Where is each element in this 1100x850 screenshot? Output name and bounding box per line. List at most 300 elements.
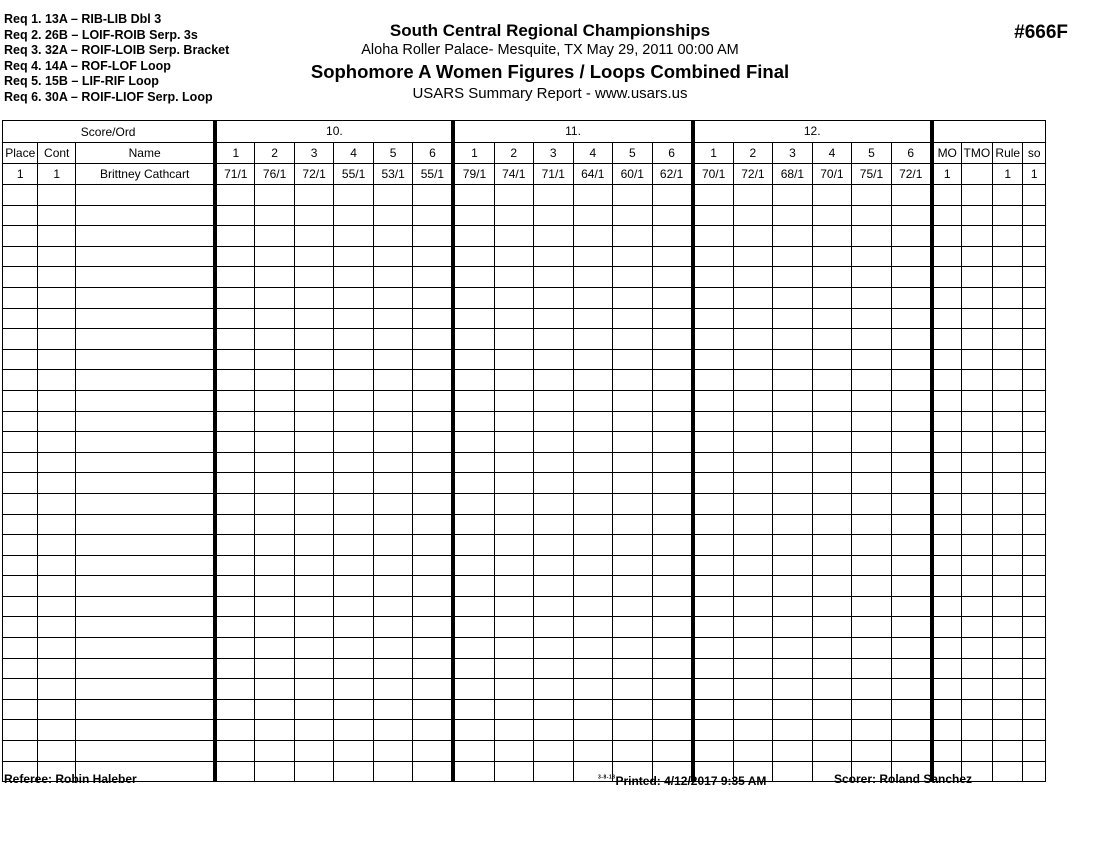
cell-score-10-3 xyxy=(294,555,334,576)
table-row-empty[interactable] xyxy=(3,370,1046,391)
table-row-empty[interactable] xyxy=(3,679,1046,700)
requirement-line: Req 3. 32A – ROIF-LOIB Serp. Bracket xyxy=(4,43,230,57)
cell-rule xyxy=(993,493,1023,514)
cell-score-10-4 xyxy=(334,699,374,720)
cell-score-11-4 xyxy=(573,699,613,720)
cell-score-11-1 xyxy=(453,699,494,720)
cell-skater-name xyxy=(75,555,215,576)
cell-cont xyxy=(38,308,75,329)
cell-rule xyxy=(993,555,1023,576)
cell-score-10-6 xyxy=(413,638,454,659)
cell-score-12-4 xyxy=(812,246,852,267)
cell-score-12-6 xyxy=(891,555,932,576)
header-judge-11-4: 4 xyxy=(573,143,613,164)
cell-score-12-3 xyxy=(773,596,813,617)
cell-score-11-6 xyxy=(652,226,693,247)
cell-score-10-1 xyxy=(215,535,255,556)
table-row-empty[interactable] xyxy=(3,246,1046,267)
cell-score-10-4 xyxy=(334,308,374,329)
cell-score-12-5 xyxy=(852,185,892,206)
cell-score-11-1 xyxy=(453,535,494,556)
cell-score-10-2 xyxy=(255,617,295,638)
cell-so xyxy=(1023,349,1046,370)
cell-place xyxy=(3,473,38,494)
cell-score-11-6 xyxy=(652,720,693,741)
cell-score-10-5 xyxy=(373,699,413,720)
cell-tmo xyxy=(961,679,992,700)
cell-score-10-4 xyxy=(334,720,374,741)
cell-score-12-2 xyxy=(733,555,773,576)
cell-skater-name xyxy=(75,287,215,308)
cell-score-12-3 xyxy=(773,679,813,700)
cell-score-11-2 xyxy=(494,329,534,350)
cell-score-11-5 xyxy=(613,679,653,700)
table-row-empty[interactable] xyxy=(3,452,1046,473)
cell-score-11-1 xyxy=(453,329,494,350)
cell-cont xyxy=(38,638,75,659)
cell-score-12-3 xyxy=(773,287,813,308)
cell-score-12-6 xyxy=(891,226,932,247)
cell-score-10-4 xyxy=(334,493,374,514)
cell-place xyxy=(3,679,38,700)
cell-score-11-3: 71/1 xyxy=(534,164,574,185)
cell-score-12-1 xyxy=(693,741,734,762)
cell-so xyxy=(1023,514,1046,535)
cell-cont xyxy=(38,205,75,226)
cell-score-11-1 xyxy=(453,473,494,494)
cell-score-10-4 xyxy=(334,349,374,370)
cell-score-10-1 xyxy=(215,308,255,329)
cell-score-10-2 xyxy=(255,679,295,700)
cell-score-10-2 xyxy=(255,267,295,288)
header-judge-10-1: 1 xyxy=(215,143,255,164)
cell-score-12-2 xyxy=(733,205,773,226)
cell-place xyxy=(3,493,38,514)
table-row-empty[interactable] xyxy=(3,720,1046,741)
cell-score-10-6 xyxy=(413,514,454,535)
cell-score-10-3 xyxy=(294,576,334,597)
cell-rule xyxy=(993,576,1023,597)
cell-cont xyxy=(38,699,75,720)
cell-score-11-1 xyxy=(453,617,494,638)
cell-score-12-4: 70/1 xyxy=(812,164,852,185)
cell-score-11-4 xyxy=(573,205,613,226)
cell-score-11-4 xyxy=(573,308,613,329)
table-row-empty[interactable] xyxy=(3,493,1046,514)
cell-score-12-1 xyxy=(693,185,734,206)
cell-score-10-6 xyxy=(413,658,454,679)
cell-score-12-5 xyxy=(852,555,892,576)
cell-mo xyxy=(932,452,961,473)
cell-skater-name xyxy=(75,576,215,597)
cell-score-12-2 xyxy=(733,638,773,659)
cell-skater-name xyxy=(75,308,215,329)
cell-score-12-4 xyxy=(812,329,852,350)
cell-score-11-2 xyxy=(494,411,534,432)
cell-score-12-1 xyxy=(693,452,734,473)
cell-score-10-6 xyxy=(413,741,454,762)
table-row-empty[interactable] xyxy=(3,329,1046,350)
cell-score-10-2 xyxy=(255,308,295,329)
cell-score-11-5 xyxy=(613,246,653,267)
cell-score-11-4 xyxy=(573,329,613,350)
cell-score-12-5 xyxy=(852,411,892,432)
cell-score-11-3 xyxy=(534,596,574,617)
cell-score-10-4 xyxy=(334,514,374,535)
cell-score-10-4 xyxy=(334,555,374,576)
cell-score-11-2 xyxy=(494,370,534,391)
cell-score-11-1: 79/1 xyxy=(453,164,494,185)
cell-place xyxy=(3,205,38,226)
table-row-empty[interactable] xyxy=(3,658,1046,679)
cell-mo xyxy=(932,514,961,535)
cell-score-11-1 xyxy=(453,226,494,247)
cell-score-11-4 xyxy=(573,185,613,206)
cell-score-11-5 xyxy=(613,452,653,473)
cell-score-12-4 xyxy=(812,390,852,411)
header-judge-11-6: 6 xyxy=(652,143,693,164)
cell-score-12-3 xyxy=(773,246,813,267)
cell-score-12-2 xyxy=(733,185,773,206)
table-row-empty[interactable] xyxy=(3,514,1046,535)
event-title: Sophomore A Women Figures / Loops Combined Final xyxy=(310,61,790,82)
cell-score-12-2 xyxy=(733,411,773,432)
cell-score-10-5 xyxy=(373,185,413,206)
cell-score-11-1 xyxy=(453,514,494,535)
cell-score-10-6 xyxy=(413,226,454,247)
cell-score-11-1 xyxy=(453,267,494,288)
table-row[interactable] xyxy=(3,164,1046,185)
cell-score-11-1 xyxy=(453,452,494,473)
cell-score-12-5 xyxy=(852,246,892,267)
table-row-empty[interactable] xyxy=(3,308,1046,329)
cell-score-10-2 xyxy=(255,555,295,576)
cell-score-10-5 xyxy=(373,514,413,535)
cell-score-10-1 xyxy=(215,741,255,762)
cell-score-11-5 xyxy=(613,493,653,514)
cell-score-12-6 xyxy=(891,411,932,432)
cell-score-12-2 xyxy=(733,658,773,679)
cell-score-11-2 xyxy=(494,226,534,247)
cell-score-10-2 xyxy=(255,329,295,350)
cell-score-10-6 xyxy=(413,720,454,741)
cell-score-10-5 xyxy=(373,576,413,597)
cell-score-10-2 xyxy=(255,493,295,514)
cell-score-12-2 xyxy=(733,617,773,638)
cell-score-12-6 xyxy=(891,205,932,226)
cell-skater-name xyxy=(75,246,215,267)
cell-score-11-4 xyxy=(573,555,613,576)
table-row-empty[interactable] xyxy=(3,596,1046,617)
header-judge-12-4: 4 xyxy=(812,143,852,164)
cell-place xyxy=(3,287,38,308)
cell-score-11-5 xyxy=(613,349,653,370)
cell-score-10-6 xyxy=(413,308,454,329)
cell-score-12-4 xyxy=(812,576,852,597)
cell-score-12-3 xyxy=(773,658,813,679)
cell-score-12-6 xyxy=(891,246,932,267)
cell-score-12-2 xyxy=(733,432,773,453)
cell-score-12-6 xyxy=(891,185,932,206)
cell-score-12-2 xyxy=(733,720,773,741)
footer-printed-timestamp: Printed: 4/12/2017 9:35 AM xyxy=(615,774,767,788)
cell-score-12-5 xyxy=(852,308,892,329)
cell-score-11-6 xyxy=(652,555,693,576)
cell-so xyxy=(1023,370,1046,391)
table-row-empty[interactable] xyxy=(3,699,1046,720)
cell-score-12-5 xyxy=(852,370,892,391)
cell-score-12-4 xyxy=(812,741,852,762)
cell-place xyxy=(3,246,38,267)
cell-score-12-5 xyxy=(852,493,892,514)
cell-so xyxy=(1023,555,1046,576)
cell-so xyxy=(1023,390,1046,411)
cell-so xyxy=(1023,205,1046,226)
cell-place xyxy=(3,514,38,535)
cell-score-12-3 xyxy=(773,185,813,206)
footer-referee: Referee: Robin Haleber xyxy=(4,772,137,786)
cell-score-12-5 xyxy=(852,287,892,308)
table-row-empty[interactable] xyxy=(3,226,1046,247)
cell-score-10-6 xyxy=(413,329,454,350)
cell-score-11-5 xyxy=(613,432,653,453)
cell-score-11-4 xyxy=(573,658,613,679)
table-row-empty[interactable] xyxy=(3,535,1046,556)
cell-score-12-1 xyxy=(693,473,734,494)
cell-skater-name xyxy=(75,617,215,638)
cell-skater-name xyxy=(75,329,215,350)
cell-score-12-4 xyxy=(812,473,852,494)
cell-score-12-3 xyxy=(773,638,813,659)
cell-score-12-2: 72/1 xyxy=(733,164,773,185)
cell-so xyxy=(1023,493,1046,514)
cell-cont xyxy=(38,246,75,267)
cell-score-12-2 xyxy=(733,679,773,700)
cell-score-10-3 xyxy=(294,205,334,226)
cell-score-10-5 xyxy=(373,535,413,556)
cell-score-10-6 xyxy=(413,452,454,473)
cell-score-10-6 xyxy=(413,493,454,514)
header-judge-12-3: 3 xyxy=(773,143,813,164)
cell-score-10-2 xyxy=(255,658,295,679)
table-row-empty[interactable] xyxy=(3,267,1046,288)
cell-place xyxy=(3,411,38,432)
cell-score-10-4 xyxy=(334,329,374,350)
cell-score-12-4 xyxy=(812,679,852,700)
cell-tmo xyxy=(961,329,992,350)
cell-score-12-1 xyxy=(693,658,734,679)
table-row-empty[interactable] xyxy=(3,473,1046,494)
cell-score-11-2 xyxy=(494,699,534,720)
cell-score-11-5 xyxy=(613,370,653,391)
cell-score-11-2 xyxy=(494,576,534,597)
cell-rule xyxy=(993,246,1023,267)
cell-score-10-6 xyxy=(413,287,454,308)
cell-cont xyxy=(38,576,75,597)
cell-score-12-5 xyxy=(852,576,892,597)
cell-place xyxy=(3,576,38,597)
table-row-empty[interactable] xyxy=(3,576,1046,597)
cell-score-12-1 xyxy=(693,432,734,453)
cell-score-11-3 xyxy=(534,720,574,741)
cell-rule xyxy=(993,699,1023,720)
cell-score-12-6 xyxy=(891,349,932,370)
cell-score-12-3: 68/1 xyxy=(773,164,813,185)
cell-score-10-4 xyxy=(334,411,374,432)
cell-score-10-3 xyxy=(294,308,334,329)
table-row-empty[interactable] xyxy=(3,390,1046,411)
header-judge-11-1: 1 xyxy=(453,143,494,164)
cell-score-10-5 xyxy=(373,638,413,659)
score-band-row xyxy=(3,121,1046,143)
table-row-empty[interactable] xyxy=(3,287,1046,308)
cell-score-11-1 xyxy=(453,287,494,308)
cell-cont xyxy=(38,679,75,700)
requirement-line: Req 4. 14A – ROF-LOF Loop xyxy=(4,58,171,73)
cell-score-12-1 xyxy=(693,349,734,370)
cell-score-12-5 xyxy=(852,658,892,679)
cell-so xyxy=(1023,658,1046,679)
cell-score-12-4 xyxy=(812,535,852,556)
cell-rule xyxy=(993,185,1023,206)
cell-score-10-4 xyxy=(334,390,374,411)
cell-score-10-5 xyxy=(373,390,413,411)
cell-score-10-5 xyxy=(373,246,413,267)
cell-cont xyxy=(38,349,75,370)
cell-score-12-5 xyxy=(852,617,892,638)
cell-rule: 1 xyxy=(993,164,1023,185)
cell-score-11-4 xyxy=(573,514,613,535)
cell-score-12-5 xyxy=(852,226,892,247)
cell-score-10-3 xyxy=(294,287,334,308)
cell-score-11-6 xyxy=(652,246,693,267)
cell-rule xyxy=(993,638,1023,659)
cell-score-12-4 xyxy=(812,596,852,617)
cell-mo xyxy=(932,596,961,617)
cell-mo xyxy=(932,699,961,720)
cell-score-12-5 xyxy=(852,741,892,762)
cell-score-12-3 xyxy=(773,699,813,720)
table-row-empty[interactable] xyxy=(3,638,1046,659)
cell-score-12-3 xyxy=(773,514,813,535)
cell-score-10-3 xyxy=(294,617,334,638)
cell-tmo xyxy=(961,308,992,329)
table-row-empty[interactable] xyxy=(3,185,1046,206)
cell-score-10-3 xyxy=(294,473,334,494)
cell-score-12-2 xyxy=(733,473,773,494)
cell-tmo xyxy=(961,390,992,411)
cell-score-12-1 xyxy=(693,596,734,617)
cell-score-11-4 xyxy=(573,741,613,762)
cell-score-11-5 xyxy=(613,390,653,411)
cell-tmo xyxy=(961,164,992,185)
cell-score-10-1 xyxy=(215,576,255,597)
cell-score-12-5 xyxy=(852,638,892,659)
cell-score-11-3 xyxy=(534,617,574,638)
cell-so xyxy=(1023,720,1046,741)
group-label-12: 12. xyxy=(693,121,932,143)
cell-cont xyxy=(38,452,75,473)
cell-rule xyxy=(993,329,1023,350)
table-row-empty[interactable] xyxy=(3,741,1046,762)
header-judge-10-4: 4 xyxy=(334,143,374,164)
cell-score-11-6 xyxy=(652,411,693,432)
cell-score-12-4 xyxy=(812,411,852,432)
footer-printed-group xyxy=(598,772,766,790)
cell-score-10-4 xyxy=(334,267,374,288)
cell-score-10-3: 72/1 xyxy=(294,164,334,185)
header-mo: MO xyxy=(932,143,961,164)
table-row-empty[interactable] xyxy=(3,432,1046,453)
footer-scorer: Scorer: Roland Sanchez xyxy=(834,772,973,786)
cell-cont xyxy=(38,473,75,494)
cell-cont xyxy=(38,287,75,308)
table-row-empty[interactable] xyxy=(3,555,1046,576)
cell-score-11-4: 64/1 xyxy=(573,164,613,185)
cell-score-11-4 xyxy=(573,370,613,391)
band-filler xyxy=(932,121,1046,143)
cell-place xyxy=(3,185,38,206)
cell-place xyxy=(3,349,38,370)
cell-score-11-3 xyxy=(534,267,574,288)
cell-so xyxy=(1023,432,1046,453)
cell-score-11-1 xyxy=(453,432,494,453)
cell-score-10-2 xyxy=(255,576,295,597)
cell-score-11-2 xyxy=(494,720,534,741)
cell-place xyxy=(3,390,38,411)
cell-cont xyxy=(38,555,75,576)
cell-tmo xyxy=(961,638,992,659)
cell-score-12-2 xyxy=(733,452,773,473)
cell-score-10-2 xyxy=(255,246,295,267)
table-row-empty[interactable] xyxy=(3,617,1046,638)
cell-score-12-2 xyxy=(733,349,773,370)
cell-mo xyxy=(932,411,961,432)
cell-cont xyxy=(38,493,75,514)
cell-score-12-2 xyxy=(733,741,773,762)
cell-score-11-6 xyxy=(652,576,693,597)
cell-score-12-4 xyxy=(812,432,852,453)
cell-score-10-4 xyxy=(334,205,374,226)
cell-score-10-4 xyxy=(334,287,374,308)
cell-score-10-6 xyxy=(413,246,454,267)
cell-score-12-2 xyxy=(733,246,773,267)
cell-skater-name xyxy=(75,658,215,679)
cell-score-10-4 xyxy=(334,576,374,597)
cell-score-10-2 xyxy=(255,699,295,720)
cell-score-10-1 xyxy=(215,679,255,700)
cell-score-11-3 xyxy=(534,329,574,350)
cell-score-12-4 xyxy=(812,555,852,576)
cell-score-11-3 xyxy=(534,638,574,659)
cell-mo xyxy=(932,473,961,494)
cell-score-11-1 xyxy=(453,349,494,370)
table-row-empty[interactable] xyxy=(3,349,1046,370)
table-row-empty[interactable] xyxy=(3,205,1046,226)
cell-score-10-1 xyxy=(215,432,255,453)
cell-score-10-5 xyxy=(373,329,413,350)
cell-score-12-6 xyxy=(891,432,932,453)
cell-skater-name xyxy=(75,205,215,226)
cell-place xyxy=(3,699,38,720)
cell-score-11-2 xyxy=(494,493,534,514)
cell-score-11-3 xyxy=(534,411,574,432)
table-row-empty[interactable] xyxy=(3,411,1046,432)
cell-score-12-4 xyxy=(812,638,852,659)
cell-tmo xyxy=(961,514,992,535)
cell-score-11-5 xyxy=(613,226,653,247)
cell-score-10-1 xyxy=(215,390,255,411)
